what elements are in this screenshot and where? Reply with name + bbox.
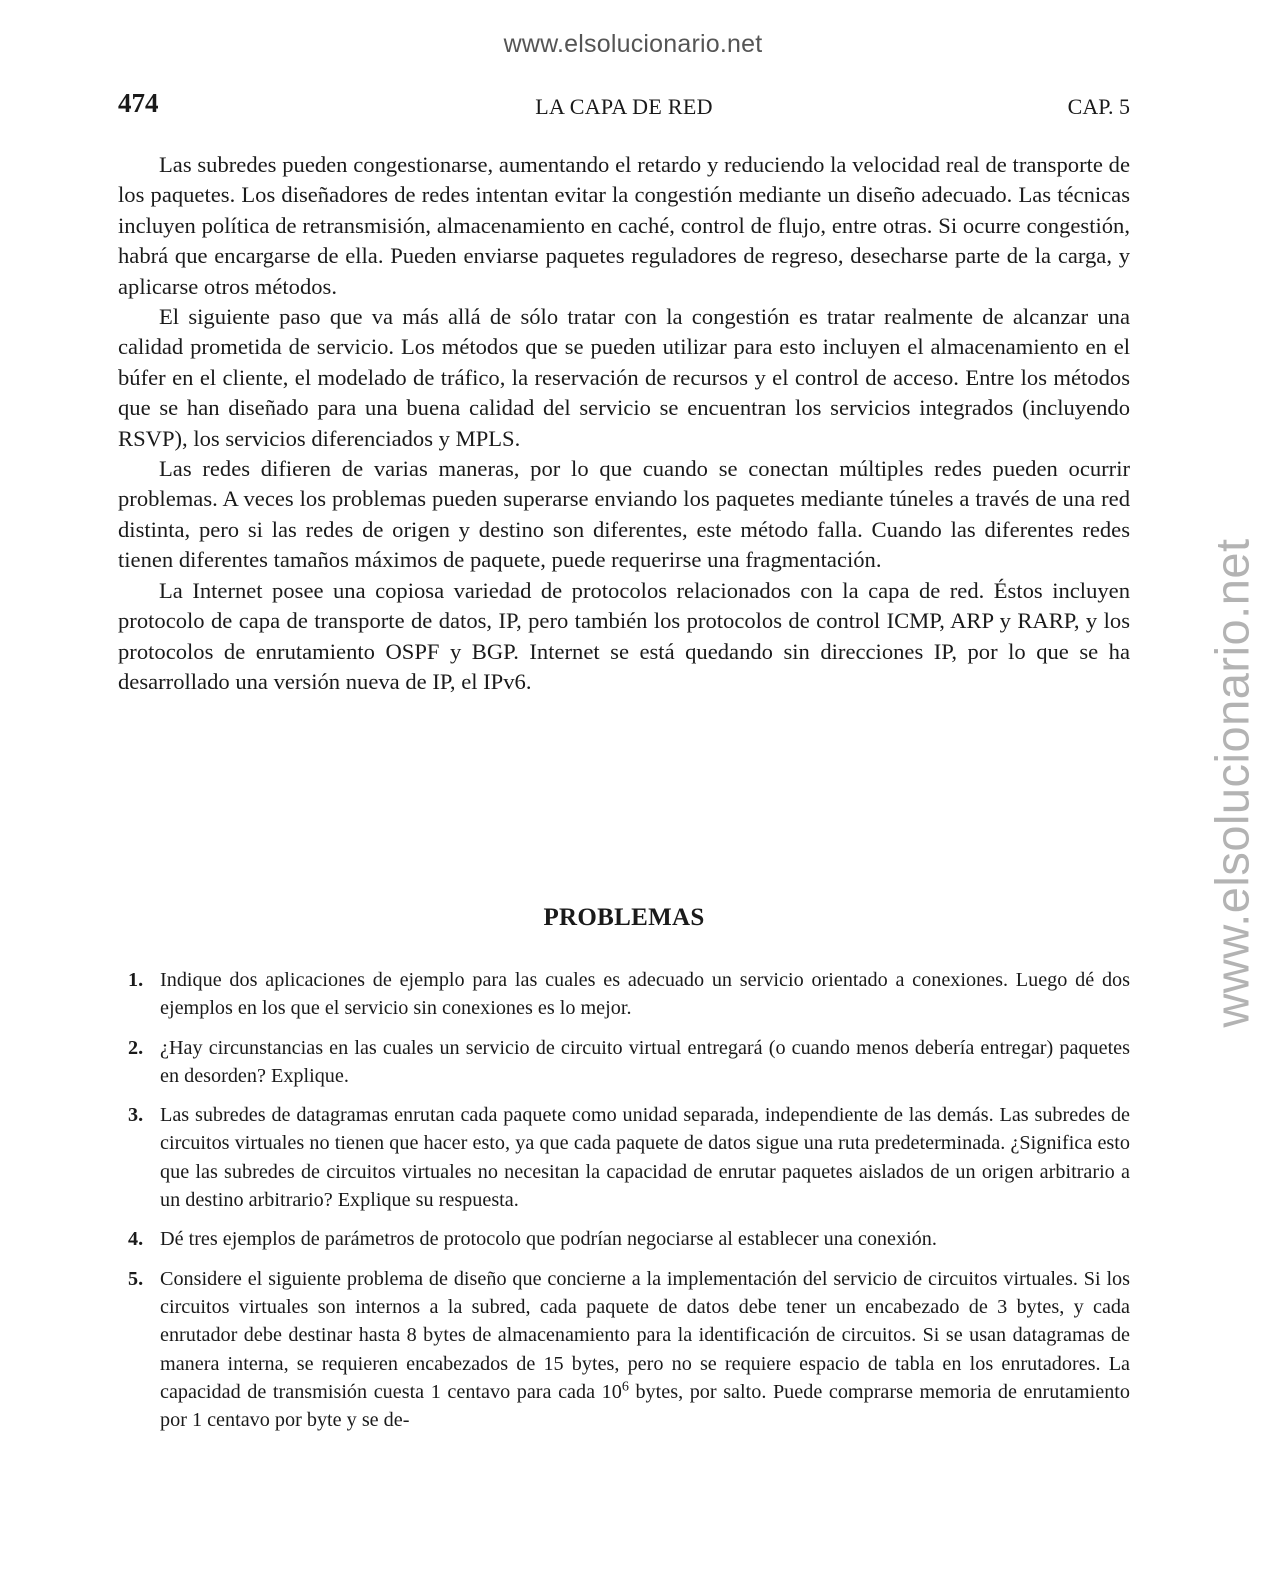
chapter-summary: [118, 150, 1130, 697]
summary-paragraph: El siguiente paso que va más allá de sólo tratar con la congestión es tratar realmente de alcanzar una calidad prometida de servicio. Los métodos que se pueden utilizar para esto incluyen el almacenamiento en el búfer en el cliente, el modelado de tráfico, la reservación de recursos y el control de acceso. Entre los métodos que se han diseñado para una buena calidad del servicio se encuentran los servicios integrados (incluyendo RSVP), los servicios diferenciados y MPLS.: [118, 304, 1130, 451]
problem-item: [118, 1265, 1130, 1435]
running-head: [118, 88, 1130, 122]
watermark-side: www.elsolucionario.net: [1205, 538, 1259, 1028]
watermark-top: www.elsolucionario.net: [503, 30, 763, 58]
problems-list: [118, 966, 1130, 1445]
chapter-title: LA CAPA DE RED: [535, 94, 713, 119]
problem-text: Las subredes de datagramas enrutan cada paquete como unidad separada, independiente de las demás. Las subredes de circuitos virtuales no tienen que hacer esto, ya que cada paquete de datos sigue una ruta predeterminada. ¿Significa esto que las subredes de circuitos virtuales no necesitan la capacidad de enrutar paquetes aislados de un origen arbitrario a un destino arbitrario? Explique su respuesta.: [160, 1104, 1130, 1212]
problem-text: [160, 1265, 1130, 1435]
problem-item: [118, 1101, 1130, 1214]
problem-number: 2.: [128, 1036, 144, 1059]
problem-text: Indique dos aplicaciones de ejemplo para las cuales es adecuado un servicio orientado a conexiones. Luego dé dos ejemplos en los que el servicio sin conexiones es lo mejor.: [160, 969, 1130, 1020]
problem-item: [118, 1034, 1130, 1091]
page-number: 474: [118, 88, 159, 118]
exponent: 6: [621, 1378, 629, 1395]
problem-number: 1.: [128, 969, 144, 991]
summary-paragraph: La Internet posee una copiosa variedad de protocolos relacionados con la capa de red. Éstos incluyen protocolo de capa de transporte de datos, IP, pero también los protocolos de control ICMP, ARP y RARP, y los protocolos de enrutamiento OSPF y BGP. Internet se está quedando sin direcciones IP, por lo que se ha desarrollado una versión nueva de IP, el IPv6.: [118, 577, 1130, 694]
problem-text-part: bytes, por salto. Puede comprarse memoria de enrutamiento por 1 centavo por byte y se de-: [160, 1380, 1130, 1432]
problem-number: 5.: [128, 1267, 144, 1290]
problem-item: [118, 1225, 1130, 1253]
summary-paragraph: Las redes difieren de varias maneras, por lo que cuando se conectan múltiples redes pueden ocurrir problemas. A veces los problemas pueden superarse enviando los paquetes mediante túneles a través de una red distinta, pero si las redes de origen y destino son diferentes, este método falla. Cuando las diferentes redes tienen diferentes tamaños máximos de paquete, puede requerirse una fragmentación.: [118, 456, 1130, 573]
problem-text-part: Considere el siguiente problema de diseño que concierne a la implementación del servicio de circuitos virtuales. Si los circuitos virtuales son internos a la subred, cada paquete de datos debe tener un encabezado de 3 bytes, y cada enrutador debe destinar hasta 8 bytes de almacenamiento para la identificación de circuitos. Si se usan datagramas de manera interna, se requieren encabezados de 15 bytes, pero no se requiere espacio de tabla en los enrutadores. La capacidad de transmisión cuesta 1 centavo para cada 10: [160, 1267, 1130, 1403]
chapter-number: CAP. 5: [1067, 94, 1130, 119]
summary-paragraph: Las subredes pueden congestionarse, aumentando el retardo y reduciendo la velocidad real de transporte de los paquetes. Los diseñadores de redes intentan evitar la congestión mediante un diseño adecuado. Las técnicas incluyen política de retransmisión, almacenamiento en caché, control de flujo, entre otras. Si ocurre congestión, habrá que encargarse de ella. Pueden enviarse paquetes reguladores de regreso, desecharse parte de la carga, y aplicarse otros métodos.: [118, 152, 1130, 299]
problem-number: 4.: [128, 1228, 144, 1251]
problem-item: [118, 966, 1130, 1023]
problem-text: Dé tres ejemplos de parámetros de protocolo que podrían negociarse al establecer una conexión.: [160, 1228, 937, 1251]
problem-number: 3.: [128, 1104, 144, 1127]
problem-text: ¿Hay circunstancias en las cuales un servicio de circuito virtual entregará (o cuando menos debería entregar) paquetes en desorden? Explique.: [160, 1036, 1130, 1087]
problems-heading: PROBLEMAS: [543, 904, 705, 931]
